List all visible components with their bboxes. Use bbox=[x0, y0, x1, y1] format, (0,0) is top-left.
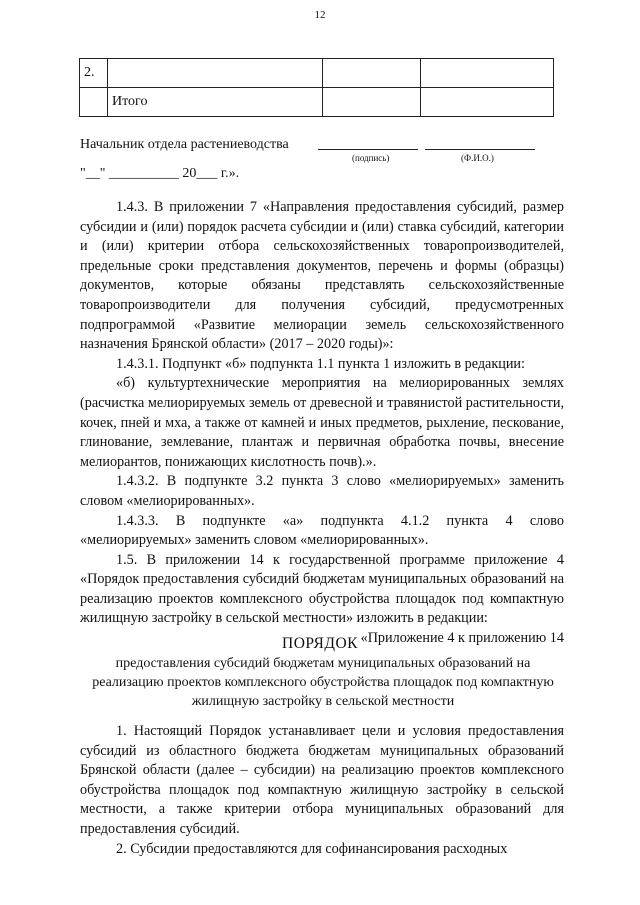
document-subheading: предоставления субсидий бюджетам муниципальных образований на реализацию проектов комплексного обустройства площадок под компактную жилищную застройку в сельской местности bbox=[92, 656, 554, 709]
table-row bbox=[80, 59, 554, 88]
date-line: "__" __________ 20___ г.». bbox=[80, 166, 240, 181]
fio-line bbox=[425, 149, 535, 150]
paragraph: 1.4.3.2. В подпункте 3.2 пункта 3 слово «мелиорируемых» заменить словом «мелиорированных». bbox=[80, 473, 564, 509]
page-number: 12 bbox=[314, 9, 326, 21]
table-cell bbox=[323, 88, 421, 117]
table-row bbox=[80, 88, 554, 117]
paragraph: 1. Настоящий Порядок устанавливает цели и условия предоставления субсидий из областного бюджета бюджетам муниципальных образований Брянской области (далее – субсидии) на реализацию проектов комплексного обустройства площадок под компактную жилищную застройку в сельской местности, а также критерии отбора муниципальных образований для предоставления субсидий. bbox=[80, 723, 564, 837]
fio-label: (Ф.И.О.) bbox=[461, 153, 494, 163]
table-cell-name: Итого bbox=[108, 88, 323, 117]
table-cell bbox=[421, 88, 554, 117]
paragraph: 1.4.3. В приложении 7 «Направления предоставления субсидий, размер субсидии и (или) порядок расчета субсидии и (или) ставка субсидий, категории и (или) критерии отбора сельскохозяйственных товаропроизводителей, предельные сроки представления документов, перечень и формы (образцы) документов, которые обязаны представлять сельскохозяйственные товаропроизводители для получения субсидий, предусмотренных подпрограммой «Развитие мелиорации земель сельскохозяйственного назначения Брянской области» (2017 – 2020 годы)»: bbox=[80, 199, 564, 353]
table-cell bbox=[323, 59, 421, 88]
signature-label: (подпись) bbox=[352, 153, 390, 163]
paragraph: 1.4.3.3. В подпункте «а» подпункта 4.1.2 пункта 4 слово «мелиорируемых» заменить словом «мелиорированных». bbox=[80, 512, 564, 549]
table-cell-num: 2. bbox=[80, 59, 108, 88]
amendments-text bbox=[80, 198, 564, 649]
signature-line bbox=[318, 149, 418, 150]
paragraph: 1.4.3.1. Подпункт «б» подпункта 1.1 пункта 1 изложить в редакции: bbox=[116, 355, 525, 372]
table-cell-name bbox=[108, 59, 323, 88]
table-cell bbox=[421, 59, 554, 88]
paragraph: «б) культуртехнические мероприятия на мелиорированных землях (расчистка мелиорируемых земель от древесной и травянистой растительности, кочек, пней и мха, а также от камней и иных предметов, рыхление, пескование, глинование, землевание, плантаж и первичная обработка почвы, внесение мелиорантов, понижающих кислотность почв).». bbox=[80, 375, 564, 470]
appendix-reference: «Приложение 4 к приложению 14 bbox=[360, 630, 564, 647]
table-cell-num bbox=[80, 88, 108, 117]
paragraph: 2. Субсидии предоставляются для софинансирования расходных bbox=[116, 840, 508, 857]
signature-position: Начальник отдела растениеводства bbox=[80, 137, 289, 152]
document-heading: ПОРЯДОК bbox=[282, 635, 358, 652]
paragraph: 1.5. В приложении 14 к государственной программе приложение 4 «Порядок предоставления субсидий бюджетам муниципальных образований на реализацию проектов комплексного обустройства площадок под компактную жилищную застройку в сельской местности» изложить в редакции: bbox=[80, 551, 564, 627]
order-body bbox=[80, 722, 564, 859]
summary-table bbox=[79, 58, 554, 117]
